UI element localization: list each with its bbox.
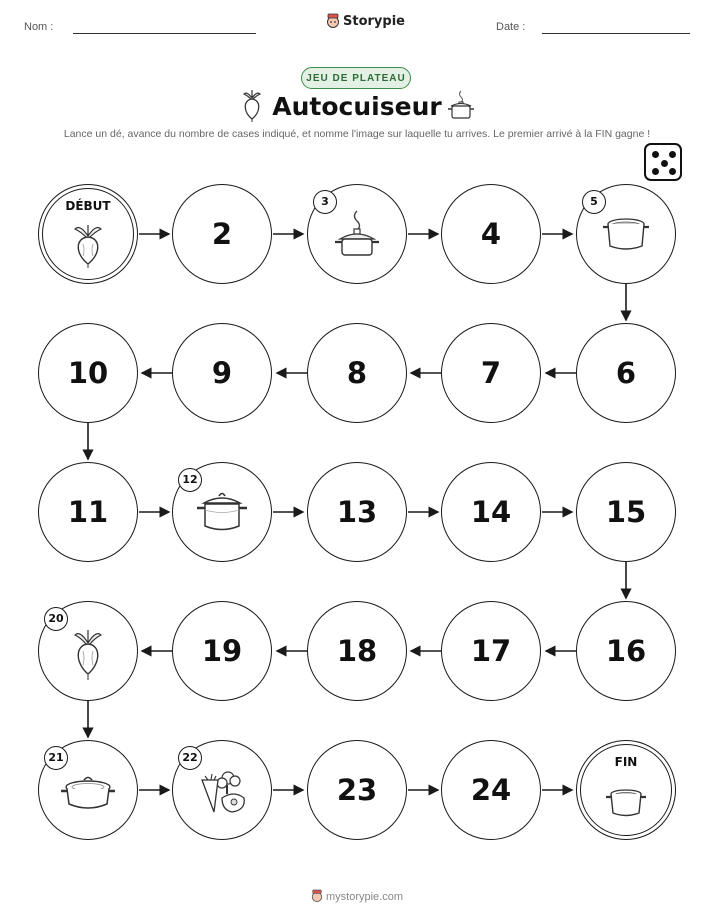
storypie-logo-icon — [326, 13, 340, 29]
board-cell — [441, 323, 541, 423]
cell-number: 18 — [336, 634, 378, 668]
board-cell — [172, 740, 272, 840]
cell-number: 8 — [346, 356, 368, 390]
footer — [0, 889, 714, 903]
board-cell — [441, 462, 541, 562]
board-cell-end — [576, 740, 676, 840]
board-cell — [441, 740, 541, 840]
board-cell — [307, 184, 407, 284]
board-cell — [576, 462, 676, 562]
cell-number-tag: 21 — [44, 746, 68, 770]
board-cell — [38, 323, 138, 423]
footer-url: mystorypie.com — [325, 891, 404, 903]
cell-number: 10 — [67, 356, 109, 390]
board-cell — [307, 601, 407, 701]
board-cell — [38, 462, 138, 562]
cooking-pot-icon — [604, 786, 648, 820]
board-cell — [38, 740, 138, 840]
date-line — [542, 33, 690, 34]
cell-number: 11 — [67, 495, 109, 529]
turnip-icon — [70, 627, 106, 681]
board-cell — [307, 740, 407, 840]
board-cell — [38, 601, 138, 701]
cell-number: 16 — [605, 634, 647, 668]
pressure-cooker-icon — [332, 209, 382, 259]
name-line — [73, 33, 256, 34]
turnip-icon — [70, 222, 106, 268]
storypie-logo-icon — [311, 889, 323, 903]
cell-number: 7 — [480, 356, 502, 390]
board-cell-start — [38, 184, 138, 284]
board-cell — [172, 462, 272, 562]
date-label: Date : — [496, 21, 526, 33]
instructions-text: Lance un dé, avance du nombre de cases indiqué, et nomme l'image sur laquelle tu arrives. Le premier arrivé à la FIN gagne ! — [63, 128, 651, 140]
board-cell — [576, 601, 676, 701]
board-cell — [576, 184, 676, 284]
cell-number-tag: 22 — [178, 746, 202, 770]
end-label: FIN — [614, 755, 638, 769]
name-label: Nom : — [24, 21, 54, 33]
cell-number: 14 — [470, 495, 512, 529]
brand-name: Storypie — [343, 13, 405, 29]
pressure-cooker-icon — [446, 89, 476, 126]
cell-number-tag: 5 — [582, 190, 606, 214]
cell-number-tag: 12 — [178, 468, 202, 492]
page-title: Autocuiseur — [272, 92, 442, 121]
vegetables-meat-icon — [194, 768, 250, 818]
board-cell — [172, 323, 272, 423]
cooking-pot-icon — [601, 214, 651, 254]
cell-number: 15 — [605, 495, 647, 529]
board-cell — [307, 323, 407, 423]
cell-number: 13 — [336, 495, 378, 529]
dice-icon — [644, 143, 682, 181]
cell-number: 17 — [470, 634, 512, 668]
cell-number: 2 — [211, 217, 233, 251]
cell-number-tag: 20 — [44, 607, 68, 631]
board-cell — [172, 184, 272, 284]
cell-number: 24 — [470, 773, 512, 807]
cell-number: 9 — [211, 356, 233, 390]
brand-logo — [326, 13, 405, 29]
cell-number: 23 — [336, 773, 378, 807]
game-type-badge: JEU DE PLATEAU — [301, 67, 411, 89]
cell-number: 6 — [615, 356, 637, 390]
board-cell — [576, 323, 676, 423]
start-label: DÉBUT — [65, 199, 111, 213]
cell-number: 4 — [480, 217, 502, 251]
stock-pot-icon — [195, 490, 249, 534]
board-cell — [441, 184, 541, 284]
casserole-dish-icon — [60, 774, 116, 814]
board-cell — [172, 601, 272, 701]
cell-number-tag: 3 — [313, 190, 337, 214]
board-cell — [307, 462, 407, 562]
cell-number: 19 — [201, 634, 243, 668]
board-cell — [441, 601, 541, 701]
